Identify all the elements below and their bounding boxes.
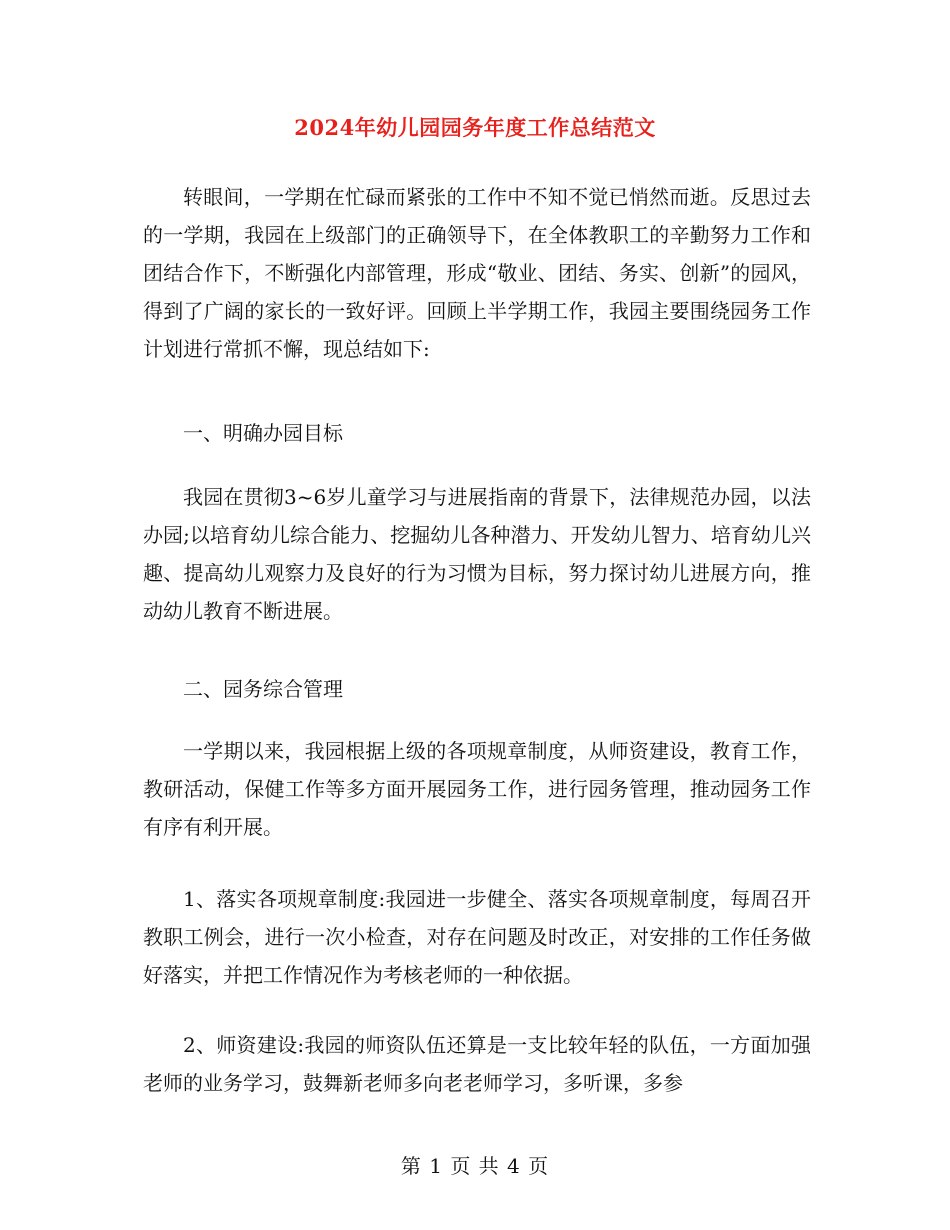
page-number-footer: 第 1 页 共 4 页 (400, 1154, 550, 1178)
paragraph-text: 一学期以来，我园根据上级的各项规章制度，从师资建设，教育工作，教研活动，保健工作等多方面开展园务工作，进行园务管理，推动园务工作有序有利开展。 (143, 739, 811, 839)
body-paragraph-1 (143, 178, 811, 368)
body-paragraph-3 (143, 732, 811, 846)
heading-text: 一、明确办园目标 (183, 421, 343, 445)
section-heading-1 (143, 414, 811, 452)
paragraph-text: 2、师资建设:我园的师资队伍还算是一支比较年轻的队伍，一方面加强老师的业务学习，鼓舞新老师多向老老师学习，多听课，多参 (143, 1033, 811, 1095)
paragraph-text: 我园在贯彻3~6岁儿童学习与进展指南的背景下，法律规范办园，以法办园;以培育幼儿综合能力、挖掘幼儿各种潜力、开发幼儿智力、培育幼儿兴趣、提高幼儿观察力及良好的行为习惯为目标，努力探讨幼儿进展方向，推动幼儿教育不断进展。 (143, 485, 811, 623)
paragraph-text: 1、落实各项规章制度:我园进一步健全、落实各项规章制度，每周召开教职工例会，进行一次小检查，对存在问题及时改正，对安排的工作任务做好落实，并把工作情况作为考核老师的一种依据。 (143, 887, 811, 987)
section-heading-2 (143, 670, 811, 708)
document-title: 2024年幼儿园园务年度工作总结范文 (294, 115, 656, 140)
body-paragraph-5 (143, 1026, 811, 1102)
heading-text: 二、园务综合管理 (183, 677, 343, 701)
paragraph-text: 转眼间，一学期在忙碌而紧张的工作中不知不觉已悄然而逝。反思过去的一学期，我园在上级部门的正确领导下，在全体教职工的辛勤努力工作和团结合作下，不断强化内部管理，形成“敬业、团结、务实、创新”的园风，得到了广阔的家长的一致好评。回顾上半学期工作，我园主要围绕园务工作计划进行常抓不懈，现总结如下: (143, 185, 811, 361)
body-paragraph-4 (143, 880, 811, 994)
body-paragraph-2 (143, 478, 811, 630)
